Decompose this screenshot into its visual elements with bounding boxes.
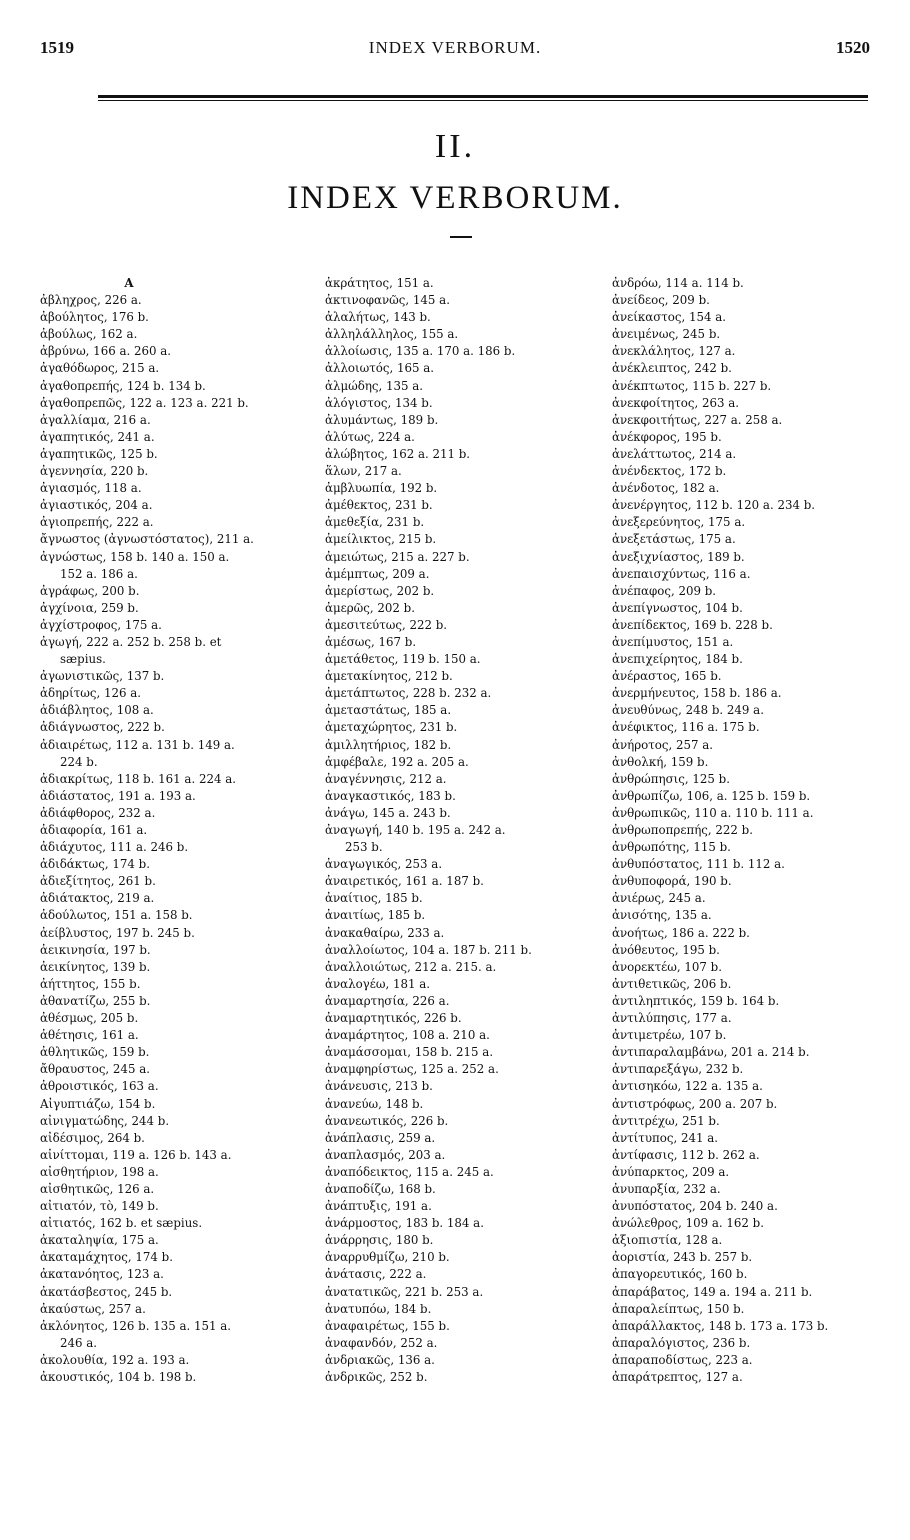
index-entry: ἀνοήτως, 186 a. 222 b. [612, 925, 750, 940]
index-entry: ἀναποδίζω, 168 b. [325, 1181, 436, 1196]
index-entry: ἀγχίνοια, 259 b. [40, 600, 139, 615]
header-rule-thick [98, 95, 868, 98]
index-entry: ἀδιάγνωστος, 222 b. [40, 720, 165, 735]
index-entry: ἀνέφικτος, 116 a. 175 b. [612, 720, 760, 735]
index-entry: ἀμεθεξία, 231 b. [325, 515, 425, 530]
index-entry: ἀεικινησία, 197 b. [40, 942, 151, 957]
index-entry: ἀβρύνω, 166 a. 260 a. [40, 344, 172, 359]
index-entry: ἀκτινοφανῶς, 145 a. [325, 293, 450, 308]
index-entry: ἀνατατικῶς, 221 b. 253 a. [325, 1284, 484, 1299]
index-entry: ἀνεπίδεκτος, 169 b. 228 b. [612, 617, 773, 632]
index-entry: ἀδιαιρέτως, 112 a. 131 b. 149 a. [40, 737, 235, 752]
index-entry: ἀμέμπτως, 209 a. [325, 566, 430, 581]
index-entry: ἀνέκλειπτος, 242 b. [612, 361, 732, 376]
index-entry: ἀναμάσσομαι, 158 b. 215 a. [325, 1045, 494, 1060]
index-entry: ἀθλητικῶς, 159 b. [40, 1045, 150, 1060]
index-entry: ἀθροιστικός, 163 a. [40, 1079, 159, 1094]
index-entry: ἀναίτιος, 185 b. [325, 891, 423, 906]
index-entry: ἀμβλυωπία, 192 b. [325, 481, 438, 496]
index-entry: ἅλων, 217 a. [325, 464, 402, 479]
index-entry: ἀντιπαρεξάγω, 232 b. [612, 1062, 744, 1077]
index-entry: ἀπαράλλακτος, 148 b. 173 a. 173 b. [612, 1318, 829, 1333]
index-entry: ἀνείδεος, 209 b. [612, 293, 710, 308]
index-entry: 246 a. [60, 1335, 98, 1350]
index-entry: ἀγαθόδωρος, 215 a. [40, 361, 160, 376]
index-entry: ἀνανεωτικός, 226 b. [325, 1113, 449, 1128]
index-entry: ἀναγκαστικός, 183 b. [325, 788, 456, 803]
index-entry: 253 b. [345, 840, 383, 855]
index-entry: ἀλμώδης, 135 a. [325, 378, 424, 393]
index-entry: ἀντιτρέχω, 251 b. [612, 1113, 720, 1128]
index-entry: ἀναγωγικός, 253 a. [325, 857, 443, 872]
section-number: II. [434, 128, 476, 165]
index-entry: ἀνεξιχνίαστος, 189 b. [612, 549, 745, 564]
index-entry: ἀνόθευτος, 195 b. [612, 942, 720, 957]
index-entry: ἀγνώστως, 158 b. 140 a. 150 a. [40, 549, 230, 564]
index-entry: ἀναρρυθμίζω, 210 b. [325, 1250, 450, 1265]
index-entry: ἀδηρίτως, 126 a. [40, 686, 141, 701]
index-entry: ἀδιάχυτος, 111 a. 246 b. [40, 840, 189, 855]
title-divider [450, 236, 472, 238]
index-entry: ἀνθολκή, 159 b. [612, 754, 709, 769]
section-title: INDEX VERBORUM. [287, 180, 623, 216]
index-entry: ἀδιακρίτως, 118 b. 161 a. 224 a. [40, 771, 237, 786]
index-entry: ἀγχίστροφος, 175 a. [40, 617, 162, 632]
index-entry: ἀκατάσβεστος, 245 b. [40, 1284, 173, 1299]
index-entry: ἀγιαστικός, 204 a. [40, 498, 153, 513]
index-entry: ἀντιληπτικός, 159 b. 164 b. [612, 993, 780, 1008]
index-entry: ἀεικίνητος, 139 b. [40, 959, 151, 974]
header-rule-thin [98, 100, 868, 101]
index-entry: ἀνθυποφορά, 190 b. [612, 874, 732, 889]
index-entry: αἰνιγματώδης, 244 b. [40, 1113, 170, 1128]
index-entry: ἀμεταστάτως, 185 a. [325, 703, 452, 718]
index-entry: ἀμέσως, 167 b. [325, 634, 417, 649]
index-entry: ἀνυπαρξία, 232 a. [612, 1181, 721, 1196]
running-head [40, 38, 870, 58]
index-entry: ἀνορεκτέω, 107 b. [612, 959, 722, 974]
index-entry: ἀμφέβαλε, 192 a. 205 a. [325, 754, 469, 769]
index-column-1 [40, 275, 308, 1386]
index-entry: ἀνένδοτος, 182 a. [612, 481, 720, 496]
index-entry: ἀνεκλάλητος, 127 a. [612, 344, 736, 359]
index-entry: ἀναλογέω, 181 a. [325, 976, 431, 991]
index-entry: ἀμετάπτωτος, 228 b. 232 a. [325, 686, 492, 701]
index-entry: ἀμεταχώρητος, 231 b. [325, 720, 458, 735]
index-entry: ἄγνωστος (ἀγνωστόστατος), 211 a. [40, 532, 254, 547]
index-entry: αἰνίττομαι, 119 a. 126 b. 143 a. [40, 1147, 232, 1162]
index-entry: ἀνειμένως, 245 b. [612, 327, 721, 342]
index-entry: ἀντίφασις, 112 b. 262 a. [612, 1147, 760, 1162]
index-entry: ἀνερμήνευτος, 158 b. 186 a. [612, 686, 782, 701]
index-entry: ἀναπλασμός, 203 a. [325, 1147, 446, 1162]
index-entry: ἀκαταμάχητος, 174 b. [40, 1250, 173, 1265]
index-entry: ἀνάγω, 145 a. 243 b. [325, 805, 451, 820]
index-entry: Αἰγυπτιάζω, 154 b. [40, 1096, 156, 1111]
index-entry: ἀοριστία, 243 b. 257 b. [612, 1250, 753, 1265]
index-entry: ἀντιθετικῶς, 206 b. [612, 976, 732, 991]
index-entry: ἀνδρόω, 114 a. 114 b. [612, 276, 744, 290]
index-entry: ἀνήροτος, 257 a. [612, 737, 714, 752]
index-entry: ἀθέσμως, 205 b. [40, 1011, 139, 1026]
index-entry: ἀπαραλόγιστος, 236 b. [612, 1335, 751, 1350]
index-entry: ἀνάνευσις, 213 b. [325, 1079, 433, 1094]
page-number-left: 1519 [40, 38, 74, 57]
index-entry: ἀνάρρησις, 180 b. [325, 1233, 434, 1248]
index-entry: ἀνένδεκτος, 172 b. [612, 464, 727, 479]
index-entry: ἀνεπαισχύντως, 116 a. [612, 566, 751, 581]
index-entry: ἄθραυστος, 245 a. [40, 1062, 150, 1077]
index-entry: ἀλλοιωτός, 165 a. [325, 361, 435, 376]
index-entry: ἀνακαθαίρω, 233 a. [325, 925, 445, 940]
index-entry: ἀναιτίως, 185 b. [325, 908, 426, 923]
index-entry: ἀναλλοιώτως, 212 a. 215. a. [325, 959, 497, 974]
index-entry: ἀνεξετάστως, 175 a. [612, 532, 736, 547]
index-entry: ἀβληχρος, 226 a. [40, 293, 142, 308]
index-entry: ἀκλόνητος, 126 b. 135 a. 151 a. [40, 1318, 232, 1333]
index-entry: 152 a. 186 a. [60, 566, 138, 581]
index-entry: ἀείβλυστος, 197 b. 245 b. [40, 925, 195, 940]
index-entry: sæpius. [60, 652, 106, 667]
index-entry: ἀγιασμός, 118 a. [40, 481, 142, 496]
index-entry: ἀδιάστατος, 191 a. 193 a. [40, 788, 196, 803]
index-entry: ἀμειώτως, 215 a. 227 b. [325, 549, 470, 564]
index-entry: ἀνώλεθρος, 109 a. 162 b. [612, 1216, 764, 1231]
index-entry: ἀνέκφορος, 195 b. [612, 429, 722, 444]
index-entry: ἀκαταληψία, 175 a. [40, 1233, 159, 1248]
index-entry: ἀνύπαρκτος, 209 a. [612, 1164, 730, 1179]
index-entry: ἀμιλλητήριος, 182 b. [325, 737, 452, 752]
index-entry: ἀναμάρτητος, 108 a. 210 a. [325, 1028, 490, 1043]
index-entry: ἀνθυπόστατος, 111 b. 112 a. [612, 857, 785, 872]
index-entry: ἀνεκφοίτητος, 263 a. [612, 395, 739, 410]
index-entry: ἀθανατίζω, 255 b. [40, 993, 151, 1008]
letter-heading: A [124, 276, 134, 290]
index-entry: ἀλυμάντως, 189 b. [325, 412, 439, 427]
index-entry: ἀήττητος, 155 b. [40, 976, 141, 991]
index-entry: ἀναλλοίωτος, 104 a. 187 b. 211 b. [325, 942, 532, 957]
index-entry: αἰδέσιμος, 264 b. [40, 1130, 145, 1145]
index-entry: ἀνδρικῶς, 252 b. [325, 1370, 428, 1384]
index-entry: αἰτιατός, 162 b. et sæpius. [40, 1216, 203, 1231]
index-entry: ἀδιαφορία, 161 a. [40, 823, 148, 837]
index-entry: ἀγαθοπρεπής, 124 b. 134 b. [40, 378, 206, 393]
index-entry: ἀμερῶς, 202 b. [325, 600, 415, 615]
index-entry: ἀγαθοπρεπῶς, 122 a. 123 a. 221 b. [40, 395, 249, 410]
index-entry: ἀνεπίγνωστος, 104 b. [612, 600, 743, 615]
index-entry: αἰσθητικῶς, 126 a. [40, 1181, 155, 1196]
index-entry: ἀντιμετρέω, 107 b. [612, 1028, 727, 1043]
index-entry: ἀδούλωτος, 151 a. 158 b. [40, 908, 193, 923]
running-title: INDEX VERBORUM. [368, 38, 542, 57]
index-entry: ἀνεκφοιτήτως, 227 a. 258 a. [612, 412, 783, 427]
index-entry: ἀγωγή, 222 a. 252 b. 258 b. et [40, 634, 222, 649]
index-entry: ἀντίτυπος, 241 a. [612, 1130, 718, 1145]
index-entry: ἀνάπτυξις, 191 a. [325, 1199, 432, 1214]
index-entry: ἀλώβητος, 162 a. 211 b. [325, 446, 471, 461]
index-column-3 [612, 275, 880, 1386]
index-entry: ἀναφαιρέτως, 155 b. [325, 1318, 450, 1333]
index-entry: ἀγαλλίαμα, 216 a. [40, 412, 151, 427]
index-entry: ἀλληλάλληλος, 155 a. [325, 327, 459, 342]
index-entry: ἀμέθεκτος, 231 b. [325, 498, 433, 513]
index-entry: ἀγαπητικός, 241 a. [40, 429, 155, 444]
index-entry: ἀνθρώπησις, 125 b. [612, 771, 730, 786]
index-entry: ἀγωνιστικῶς, 137 b. [40, 669, 165, 684]
index-entry: ἀντιπαραλαμβάνω, 201 a. 214 b. [612, 1045, 810, 1060]
index-entry: ἀνελάττωτος, 214 a. [612, 446, 737, 461]
index-entry: ἀνθρωπότης, 115 b. [612, 840, 731, 855]
index-entry: ἀναμφηρίστως, 125 a. 252 a. [325, 1062, 499, 1077]
index-entry: ἀκατανόητος, 123 a. [40, 1267, 164, 1282]
index-entry: ἀπαγορευτικός, 160 b. [612, 1267, 748, 1282]
index-entry: ἀνάρμοστος, 183 b. 184 a. [325, 1216, 484, 1231]
index-entry: 224 b. [60, 754, 98, 769]
index-entry: ἀνάτασις, 222 a. [325, 1267, 427, 1282]
index-entry: ἀναφανδόν, 252 a. [325, 1335, 438, 1350]
index-entry: ἀνυπόστατος, 204 b. 240 a. [612, 1199, 778, 1214]
index-entry: ἀδιδάκτως, 174 b. [40, 857, 150, 872]
index-entry: ἀνθρωπικῶς, 110 a. 110 b. 111 a. [612, 805, 814, 820]
index-entry: αἰσθητήριον, 198 a. [40, 1164, 159, 1179]
index-entry: ἀκαύστως, 257 a. [40, 1301, 146, 1316]
index-entry: αἰτιατόν, τὸ, 149 b. [40, 1199, 159, 1214]
index-column-2 [325, 275, 593, 1386]
index-entry: ἀδιάτακτος, 219 a. [40, 891, 155, 906]
index-entry: ἀνευθύνως, 248 b. 249 a. [612, 703, 764, 718]
index-entry: ἀνατυπόω, 184 b. [325, 1301, 432, 1316]
index-entry: ἀναιρετικός, 161 a. 187 b. [325, 874, 484, 889]
index-entry: ἀμεσιτεύτως, 222 b. [325, 617, 448, 632]
index-entry: ἀκουστικός, 104 b. 198 b. [40, 1370, 197, 1384]
index-entry: ἀγιοπρεπής, 222 a. [40, 515, 154, 530]
index-entry: ἀκράτητος, 151 a. [325, 276, 434, 290]
index-entry: ἀνάπλασις, 259 a. [325, 1130, 436, 1145]
index-entry: ἀδιάβλητος, 108 a. [40, 703, 154, 718]
index-entry: ἀδιάφθορος, 232 a. [40, 805, 156, 820]
index-entry: ἀντιλύπησις, 177 a. [612, 1011, 732, 1026]
index-entry: ἀπαράβατος, 149 a. 194 a. 211 b. [612, 1284, 813, 1299]
index-entry: ἀμετακίνητος, 212 b. [325, 669, 453, 684]
index-entry: ἀνανεύω, 148 b. [325, 1096, 424, 1111]
index-entry: ἀμετάθετος, 119 b. 150 a. [325, 652, 481, 667]
index-entry: ἀδιεξίτητος, 261 b. [40, 874, 156, 889]
index-entry: ἀναμαρτητικός, 226 b. [325, 1011, 462, 1026]
index-entry: ἀγεννησία, 220 b. [40, 464, 149, 479]
index-entry: ἀνισότης, 135 a. [612, 908, 712, 923]
index-entry: ἀνθρωποπρεπής, 222 b. [612, 823, 753, 837]
index-entry: ἀνείκαστος, 154 a. [612, 310, 727, 325]
index-entry: ἀναγέννησις, 212 a. [325, 771, 447, 786]
index-entry: ἀβούλητος, 176 b. [40, 310, 149, 325]
index-entry: ἀβούλως, 162 a. [40, 327, 138, 342]
index-entry: ἀντιστρόφως, 200 a. 207 b. [612, 1096, 778, 1111]
index-entry: ἀνεπίμυστος, 151 a. [612, 634, 734, 649]
index-entry: ἀγαπητικῶς, 125 b. [40, 446, 158, 461]
index-entry: ἀναγωγή, 140 b. 195 a. 242 a. [325, 823, 506, 837]
index-entry: ἀλύτως, 224 a. [325, 429, 415, 444]
index-entry: ἀνενέργητος, 112 b. 120 a. 234 b. [612, 498, 816, 513]
index-entry: ἀλλοίωσις, 135 a. 170 a. 186 b. [325, 344, 516, 359]
index-entry: ἀνέκπτωτος, 115 b. 227 b. [612, 378, 772, 393]
index-entry: ἀλόγιστος, 134 b. [325, 395, 433, 410]
index-entry: ἀλαλήτως, 143 b. [325, 310, 431, 325]
index-entry: ἀνεξερεύνητος, 175 a. [612, 515, 746, 530]
index-entry: ἀναπόδεικτος, 115 a. 245 a. [325, 1164, 494, 1179]
index-entry: ἀνδριακῶς, 136 a. [325, 1352, 435, 1367]
index-entry: ἀμείλικτος, 215 b. [325, 532, 437, 547]
index-entry: ἀπαραποδίστως, 223 a. [612, 1352, 753, 1367]
page-number-right: 1520 [836, 38, 870, 57]
index-entry: ἀγράφως, 200 b. [40, 583, 140, 598]
index-entry: ἀμερίστως, 202 b. [325, 583, 435, 598]
index-entry: ἀνιέρως, 245 a. [612, 891, 706, 906]
index-entry: ἀκολουθία, 192 a. 193 a. [40, 1352, 190, 1367]
index-entry: ἀπαραλείπτως, 150 b. [612, 1301, 745, 1316]
index-entry: ἀνθρωπίζω, 106, a. 125 b. 159 b. [612, 788, 811, 803]
index-entry: ἀπαράτρεπτος, 127 a. [612, 1370, 743, 1384]
index-entry: ἀξιοπιστία, 128 a. [612, 1233, 723, 1248]
index-entry: ἀντισηκόω, 122 a. 135 a. [612, 1079, 763, 1094]
index-entry: ἀνέπαφος, 209 b. [612, 583, 717, 598]
index-entry: ἀναμαρτησία, 226 a. [325, 993, 450, 1008]
index-entry: ἀνέραστος, 165 b. [612, 669, 722, 684]
index-entry: ἀνεπιχείρητος, 184 b. [612, 652, 743, 667]
index-entry: ἀθέτησις, 161 a. [40, 1028, 139, 1043]
